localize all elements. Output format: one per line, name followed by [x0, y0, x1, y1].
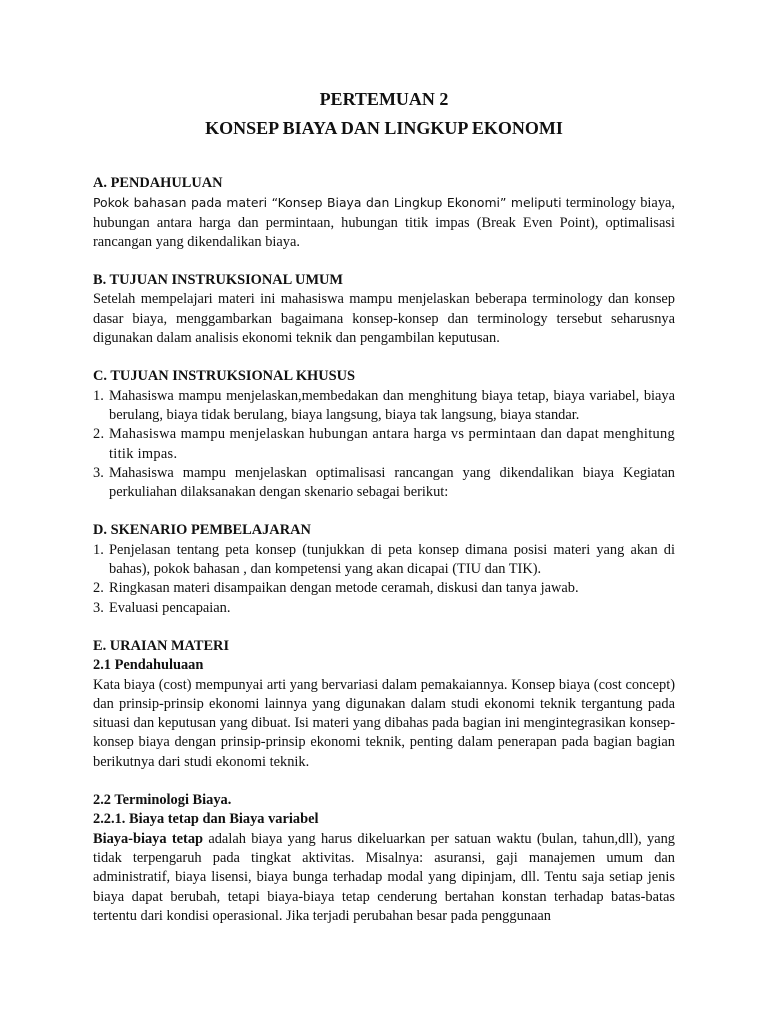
subsection-2-1-heading: 2.1 Pendahuluaan	[93, 657, 204, 674]
document-body	[93, 174, 675, 926]
item-text: Mahasiswa mampu menjelaskan,membedakan dan menghitung biaya tetap, biaya variabel, biaya berulang, biaya tidak berulang, biaya langsung, biaya tak langsung, biaya standar.	[109, 387, 675, 423]
section-c-item	[93, 425, 675, 464]
subsection-2-2-heading: 2.2 Terminologi Biaya.	[93, 792, 232, 809]
subsection-2-1-paragraph: Kata biaya (cost) mempunyai arti yang bervariasi dalam pemakaiannya. Konsep biaya (cost concept) dan prinsip-prinsip ekonomi lainnya yang digunakan dalam studi ekonomi teknik tergantung pada situasi dan keputusan yang dibuat. Isi materi yang dibahas pada bagian ini mengintegrasikan konsep-konsep biaya dengan prinsip-prinsip ekonomi teknik, penting dalam penerapan pada bagian bagian berikutnya dari studi ekonomi teknik.	[93, 676, 675, 770]
section-c-heading: C. TUJUAN INSTRUKSIONAL KHUSUS	[93, 368, 356, 385]
item-text: Mahasiswa mampu menjelaskan hubungan antara harga vs permintaan dan dapat menghitung titik impas.	[109, 426, 675, 462]
subsection-2-2-1-paragraph	[93, 830, 675, 926]
item-text: Evaluasi pencapaian.	[109, 599, 231, 616]
subsection-2-2-1-heading: 2.2.1. Biaya tetap dan Biaya variabel	[93, 811, 319, 828]
item-number: 3.	[93, 464, 104, 481]
item-number: 1.	[93, 387, 104, 404]
section-d-item	[93, 541, 675, 580]
section-d-item	[93, 599, 675, 618]
section-a-heading: A. PENDAHULUAN	[93, 175, 223, 191]
section-a-lead: Pokok bahasan pada materi “Konsep Biaya dan Lingkup Ekonomi” meliputi	[93, 195, 562, 211]
document-title-line-2: KONSEP BIAYA DAN LINGKUP EKONOMI	[205, 118, 563, 138]
item-text: Penjelasan tentang peta konsep (tunjukkan di peta konsep dimana posisi materi yang akan di bahas), pokok bahasan , dan kompetensi yang akan dicapai (TIU dan TIK).	[109, 541, 675, 578]
subsection-2-2-1-body: adalah biaya yang harus dikeluarkan per satuan waktu (bulan, tahun,dll), yang tidak terpengaruh pada tingkat aktivitas. Misalnya: asuransi, gaji manajemen umum dan administratif, biaya lisensi, biaya bunga terhadap modal yang dipinjam, dll. Tentu saja setiap jenis biaya dapat berubah, tetapi biaya-biaya tetap cenderung bertahan konstan terhadap batas-batas tertentu dari kondisi operasional. Jika terjadi perubahan besar pada penggunaan	[93, 830, 675, 924]
section-e-heading: E. URAIAN MATERI	[93, 637, 230, 654]
section-d-heading: D. SKENARIO PEMBELAJARAN	[93, 522, 311, 539]
item-text: Ringkasan materi disampaikan dengan metode ceramah, diskusi dan tanya jawab.	[109, 580, 579, 597]
item-text: Mahasiswa mampu menjelaskan optimalisasi rancangan yang dikendalikan biaya Kegiatan perkuliahan dilaksanakan dengan skenario sebagai berikut:	[109, 464, 675, 501]
section-c-item	[93, 387, 675, 426]
section-b-paragraph: Setelah mempelajari materi ini mahasiswa mampu menjelaskan beberapa terminology dan konsep dasar biaya, menggambarkan bagaimana konsep-konsep dan terminology tersebut seharusnya digunakan dalam analisis ekonomi teknik dan pengambilan keputusan.	[93, 291, 675, 347]
section-c-item	[93, 464, 675, 503]
section-a-body: terminology biaya, hubungan antara harga dan permintaan, hubungan titik impas (Break Even Point), optimalisasi rancangan yang dikendalikan biaya.	[93, 195, 675, 250]
document-title-line-1: PERTEMUAN 2	[319, 89, 449, 109]
item-number: 2.	[93, 426, 105, 443]
section-b-heading: B. TUJUAN INSTRUKSIONAL UMUM	[93, 272, 344, 289]
item-number: 3.	[93, 599, 104, 616]
term-biaya-tetap: Biaya-biaya tetap	[93, 830, 204, 847]
section-a-paragraph	[93, 193, 675, 252]
item-number: 1.	[93, 541, 104, 558]
item-number: 2.	[93, 580, 104, 597]
section-d-item	[93, 579, 675, 598]
